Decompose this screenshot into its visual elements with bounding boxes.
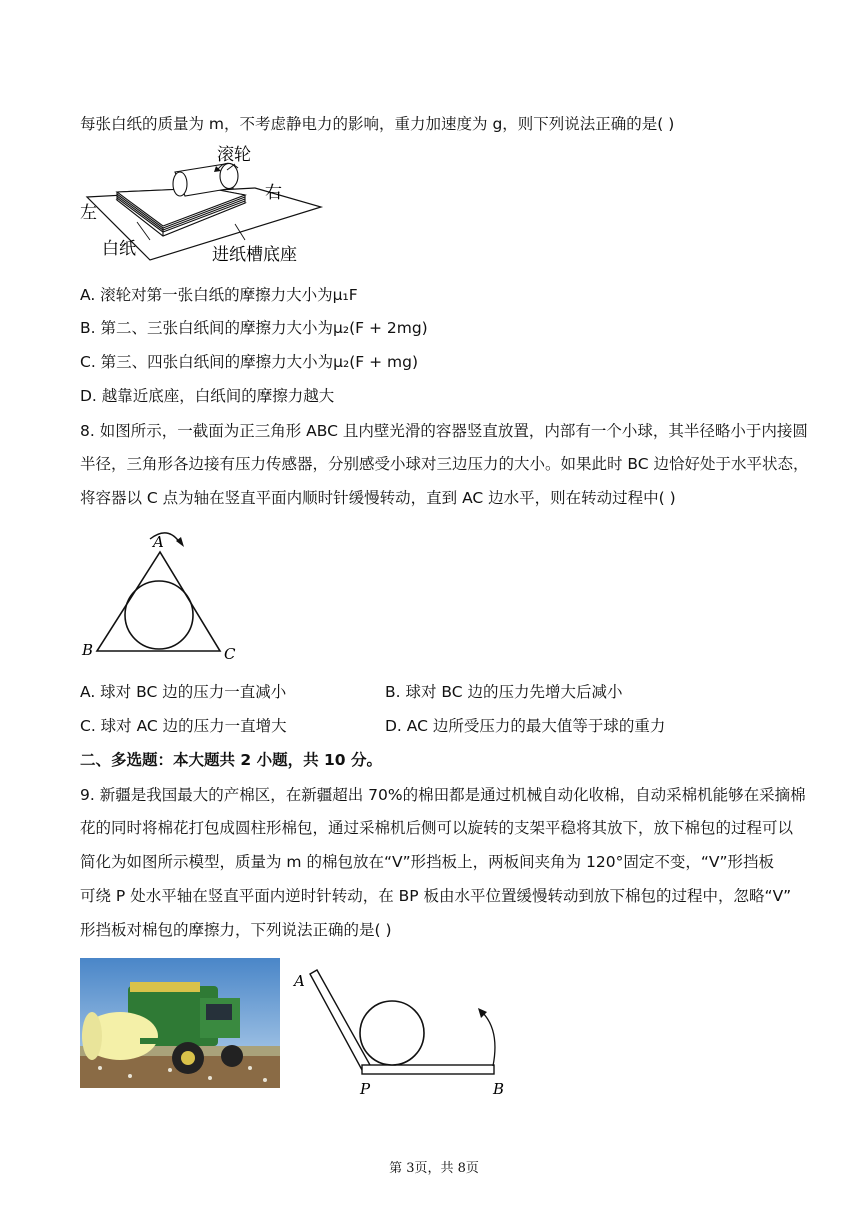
label-a: A [294,972,305,990]
q8-line-2: 半径，三角形各边接有压力传感器，分别感受小球对三边压力的大小。如果此时 BC 边恰好处于水平状态， [80,455,809,473]
roller [173,163,238,196]
label-c: C [224,645,236,663]
q8-line-1: 8. 如图所示，一截面为正三角形 ABC 且内壁光滑的容器竖直放置，内部有一个小球，其半径略小于内接圆 [80,422,808,440]
q7-option-c: C. 第三、四张白纸间的摩擦力大小为μ₂(F + mg) [80,353,419,371]
q9-line-2: 花的同时将棉花打包成圆柱形棉包，通过采棉机后侧可以旋转的支架平稳将其放下，放下棉包的过程可以 [80,819,794,837]
page-footer: 第 3页，共 8页 [389,1161,479,1176]
q9-line-5: 形挡板对棉包的摩擦力，下列说法正确的是( ) [80,921,392,939]
label-p: P [360,1080,371,1098]
label-left: 左 [80,203,97,223]
label-paper: 白纸 [102,239,136,259]
label-right: 右 [265,183,282,203]
q9-line-1: 9. 新疆是我国最大的产棉区，在新疆超出 70%的棉田都是通过机械自动化收棉，自动采棉机能够在采摘棉 [80,786,806,804]
q9-line-3: 简化为如图所示模型，质量为 m 的棉包放在“V”形挡板上，两板间夹角为 120°固定不变，“V”形挡板 [80,853,775,871]
triangle-figure [78,525,248,665]
q7-stem: 每张白纸的质量为 m，不考虑静电力的影响，重力加速度为 g，则下列说法正确的是( ) [80,115,675,133]
cotton-harvester-photo [80,958,280,1088]
q8-option-a: A. 球对 BC 边的压力一直减小 [80,683,287,701]
ball [125,581,193,649]
v-board-figure [290,962,520,1102]
cotton-bale-circle [360,1001,424,1065]
label-a: A [153,533,164,551]
q8-option-d: D. AC 边所受压力的最大值等于球的重力 [385,717,666,735]
q8-line-3: 将容器以 C 点为轴在竖直平面内顺时针缓慢转动，直到 AC 边水平，则在转动过程中( ) [80,489,676,507]
section-header: 二、多选题：本大题共 2 小题，共 10 分。 [80,751,382,769]
plate-pb [362,1065,494,1074]
q7-option-d: D. 越靠近底座，白纸间的摩擦力越大 [80,387,335,405]
triangle-abc [97,552,220,651]
q8-option-b: B. 球对 BC 边的压力先增大后减小 [385,683,623,701]
q7-option-a: A. 滚轮对第一张白纸的摩擦力大小为μ₁F [80,286,358,304]
label-b: B [82,641,94,659]
paper-feeder-figure [75,140,325,270]
label-feed-base: 进纸槽底座 [212,245,297,265]
q8-option-c: C. 球对 AC 边的压力一直增大 [80,717,287,735]
q9-line-4: 可绕 P 处水平轴在竖直平面内逆时针转动，在 BP 板由水平位置缓慢转动到放下棉包的过程中，忽略“V” [80,887,792,905]
label-b: B [493,1080,505,1098]
label-roller: 滚轮 [217,145,251,165]
q7-option-b: B. 第二、三张白纸间的摩擦力大小为μ₂(F + 2mg) [80,319,428,337]
plate-ap [310,970,370,1070]
